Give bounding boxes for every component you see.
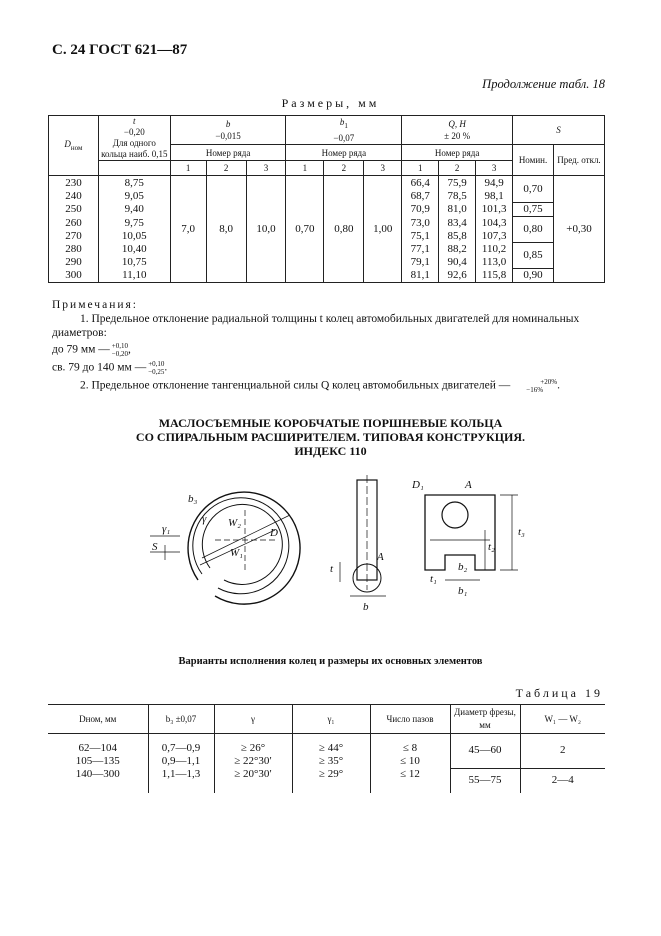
label-gamma1: γ₁ bbox=[162, 523, 171, 535]
cell-t: 10,40 bbox=[98, 242, 170, 255]
label-a-detail: A bbox=[377, 551, 384, 563]
cell-s-nom: 0,85 bbox=[513, 242, 554, 268]
header-q: Q, Н ± 20 % bbox=[402, 116, 513, 145]
num-cell: 2 bbox=[439, 161, 476, 176]
num-cell: 2 bbox=[206, 161, 246, 176]
label-t: t bbox=[330, 563, 334, 575]
cell-q3: 98,1 bbox=[476, 189, 513, 202]
t-cell-blank bbox=[98, 161, 170, 176]
row-no-b1: Номер ряда bbox=[286, 145, 402, 161]
section-title: МАСЛОСЪЕМНЫЕ КОРОБЧАТЫЕ ПОРШНЕВЫЕ КОЛЬЦА СО СПИРАЛЬНЫМ РАСШИРИТЕЛЕМ. ТИПОВАЯ КОНСТРУКЦИЯ. ИНДЕКС 110 bbox=[135, 416, 526, 458]
notes bbox=[52, 298, 604, 394]
cell-s-nom: 0,90 bbox=[513, 268, 554, 282]
row-no-b: Номер ряда bbox=[170, 145, 286, 161]
cell-q3: 107,3 bbox=[476, 229, 513, 242]
cell-d: 260 bbox=[49, 216, 99, 229]
num-cell: 3 bbox=[246, 161, 286, 176]
cell-s-nom: 0,80 bbox=[513, 216, 554, 242]
table-19-name: Таблица 19 bbox=[515, 686, 603, 700]
num-cell: 1 bbox=[170, 161, 206, 176]
cell-q2: 88,2 bbox=[439, 242, 476, 255]
cell-s-nom: 0,70 bbox=[513, 176, 554, 203]
num-cell: 1 bbox=[402, 161, 439, 176]
cell-q2: 81,0 bbox=[439, 202, 476, 216]
label-b1: b₁ bbox=[458, 585, 468, 597]
table-18 bbox=[48, 115, 605, 283]
cell-q1: 66,4 bbox=[402, 176, 439, 190]
label-t2: t₂ bbox=[488, 541, 495, 553]
label-s: S bbox=[152, 541, 158, 553]
cell-dnom: 105—135 bbox=[75, 755, 120, 767]
cell-slots: ≤ 10 bbox=[370, 755, 450, 768]
table-row bbox=[48, 768, 605, 793]
label-b: b bbox=[363, 601, 369, 613]
col-slots: Число пазов bbox=[370, 705, 450, 734]
cell-q1: 73,0 bbox=[402, 216, 439, 229]
cell-w: 2—4 bbox=[520, 768, 605, 793]
table-19 bbox=[48, 704, 605, 793]
cell-t: 9,40 bbox=[98, 202, 170, 216]
table-row bbox=[48, 734, 605, 756]
table-19-caption: Варианты исполнения колец и размеры их основных элементов bbox=[178, 656, 483, 667]
label-d: D bbox=[270, 527, 278, 539]
header-dnom: $D_{ном}$ bbox=[49, 116, 99, 176]
cell-b-3: 10,0 bbox=[246, 176, 286, 283]
page-header: С. 24 ГОСТ 621—87 bbox=[52, 42, 188, 58]
num-cell: 3 bbox=[364, 161, 402, 176]
cell-q1: 70,9 bbox=[402, 202, 439, 216]
cell-d: 300 bbox=[49, 268, 99, 282]
header-nomin: Номин. bbox=[513, 145, 554, 176]
header-pred: Пред. откл. bbox=[554, 145, 605, 176]
col-dnom: Dном, мм bbox=[48, 705, 148, 734]
cell-b3: 0,7—0,9 bbox=[148, 734, 214, 756]
cell-t: 11,10 bbox=[98, 268, 170, 282]
note-1b: св. 79 до 140 мм — +0,10 −0,25. bbox=[52, 360, 168, 376]
label-gamma: γ bbox=[202, 513, 207, 525]
cell-gamma1: ≥ 35° bbox=[292, 755, 370, 768]
cell-gamma1: ≥ 29° bbox=[292, 768, 370, 793]
cell-d: 240 bbox=[49, 189, 99, 202]
label-w1: W₁ bbox=[230, 547, 243, 559]
cell-q2: 90,4 bbox=[439, 255, 476, 268]
cell-q2: 75,9 bbox=[439, 176, 476, 190]
num-cell: 2 bbox=[324, 161, 364, 176]
cell-q1: 81,1 bbox=[402, 268, 439, 282]
row-no-q: Номер ряда bbox=[402, 145, 513, 161]
cell-q2: 83,4 bbox=[439, 216, 476, 229]
cell-d: 290 bbox=[49, 255, 99, 268]
cell-dnom: 62—104 bbox=[78, 742, 117, 754]
label-b2: b₂ bbox=[458, 561, 468, 573]
cell-b3: 0,9—1,1 bbox=[148, 755, 214, 768]
cell-q1: 77,1 bbox=[402, 242, 439, 255]
cell-b3: 1,1—1,3 bbox=[148, 768, 214, 793]
cell-gamma: ≥ 20°30′ bbox=[214, 768, 292, 793]
sizes-caption: Размеры, мм bbox=[281, 96, 380, 110]
cell-gamma1: ≥ 44° bbox=[292, 734, 370, 756]
cell-t: 10,75 bbox=[98, 255, 170, 268]
cell-b1-1: 0,70 bbox=[286, 176, 324, 283]
header-b1: $b_1$ −0,07 bbox=[286, 116, 402, 145]
cell-q3: 101,3 bbox=[476, 202, 513, 216]
cell-b1-3: 1,00 bbox=[364, 176, 402, 283]
cell-t: 9,05 bbox=[98, 189, 170, 202]
label-w2: W₂ bbox=[228, 517, 241, 529]
cell-q2: 85,8 bbox=[439, 229, 476, 242]
cell-d: 280 bbox=[49, 242, 99, 255]
header-s: S bbox=[513, 116, 605, 145]
col-cutter: Диаметр фрезы, мм bbox=[450, 705, 520, 734]
note-1: 1. Предельное отклонение радиальной толщины t колец автомобильных двигателей для номинальных диаметров: bbox=[52, 313, 580, 339]
cell-slots: ≤ 12 bbox=[370, 768, 450, 793]
label-b3: b₃ bbox=[188, 493, 198, 505]
cell-q2: 78,5 bbox=[439, 189, 476, 202]
ring-drawing bbox=[140, 470, 540, 615]
cell-cutter: 55—75 bbox=[450, 768, 520, 793]
cell-q2: 92,6 bbox=[439, 268, 476, 282]
cell-cutter: 45—60 bbox=[450, 734, 520, 769]
cell-d: 270 bbox=[49, 229, 99, 242]
cell-q1: 75,1 bbox=[402, 229, 439, 242]
cell-b-2: 8,0 bbox=[206, 176, 246, 283]
cell-d: 250 bbox=[49, 202, 99, 216]
cell-t: 10,05 bbox=[98, 229, 170, 242]
cell-s-dev: +0,30 bbox=[554, 176, 605, 283]
cell-t: 8,75 bbox=[98, 176, 170, 190]
cell-q1: 68,7 bbox=[402, 189, 439, 202]
cell-d: 230 bbox=[49, 176, 99, 190]
header-t: t −0,20 Для одного кольца наиб. 0,15 bbox=[98, 116, 170, 161]
table-row bbox=[49, 176, 605, 190]
notes-heading: Примечания: bbox=[52, 299, 138, 311]
cell-s-nom: 0,75 bbox=[513, 202, 554, 216]
cell-gamma: ≥ 22°30′ bbox=[214, 755, 292, 768]
note-1a: до 79 мм — +0,10 −0,20, bbox=[52, 342, 131, 358]
num-cell: 1 bbox=[286, 161, 324, 176]
cell-b-1: 7,0 bbox=[170, 176, 206, 283]
cell-b1-2: 0,80 bbox=[324, 176, 364, 283]
label-t1: t₁ bbox=[430, 573, 437, 585]
num-cell: 3 bbox=[476, 161, 513, 176]
cell-q3: 94,9 bbox=[476, 176, 513, 190]
cell-q3: 113,0 bbox=[476, 255, 513, 268]
continuation-label: Продолжение табл. 18 bbox=[482, 77, 605, 91]
label-a: A bbox=[465, 479, 472, 491]
cell-dnom: 140—300 bbox=[75, 768, 120, 780]
cell-q1: 79,1 bbox=[402, 255, 439, 268]
cell-w: 2 bbox=[520, 734, 605, 769]
cell-gamma: ≥ 26° bbox=[214, 734, 292, 756]
cell-slots: ≤ 8 bbox=[370, 734, 450, 756]
label-d1: D₁ bbox=[412, 479, 424, 491]
cell-q3: 110,2 bbox=[476, 242, 513, 255]
col-gamma: γ bbox=[214, 705, 292, 734]
col-w: W₁ — W₂ bbox=[520, 705, 605, 734]
col-gamma1: γ₁ bbox=[292, 705, 370, 734]
col-b3: b₃ ±0,07 bbox=[148, 705, 214, 734]
header-b: b −0,015 bbox=[170, 116, 286, 145]
cell-t: 9,75 bbox=[98, 216, 170, 229]
note-2: 2. Предельное отклонение тангенциальной силы Q колец автомобильных двигателей — +20% −16% . bbox=[80, 378, 560, 394]
cell-q3: 115,8 bbox=[476, 268, 513, 282]
cell-q3: 104,3 bbox=[476, 216, 513, 229]
label-t3: t₃ bbox=[518, 526, 525, 538]
